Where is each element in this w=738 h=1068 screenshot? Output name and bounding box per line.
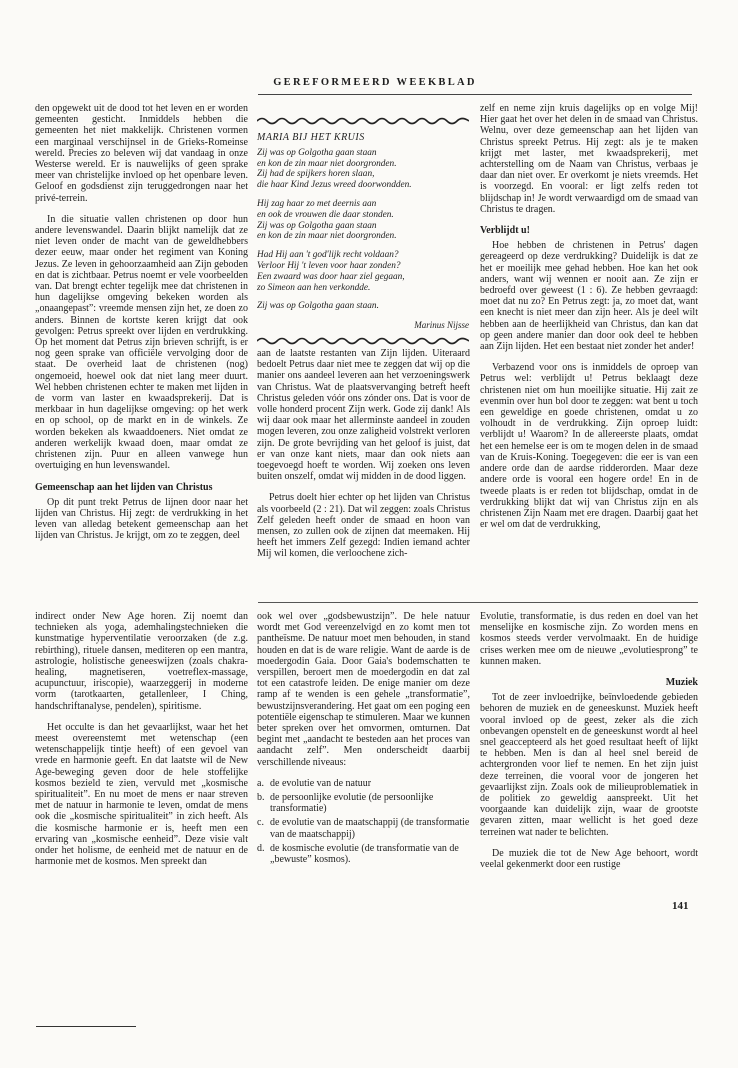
running-header: GEREFORMEERD WEEKBLAD bbox=[273, 77, 477, 88]
poem-line: Zij was op Golgotha gaan staan. bbox=[257, 301, 379, 312]
list-item: d. de kosmische evolutie (de transformatie van de „bewuste” kosmos). bbox=[257, 842, 459, 866]
lower3-heading: Muziek bbox=[665, 677, 698, 689]
poem-line: Zij was op Golgotha gaan staan bbox=[257, 220, 377, 231]
col1-paragraph-3: Op dit punt trekt Petrus de lijnen door naar het lijden van Christus. Hij zegt: de verdrukking in het leven van alledag betekent gemeenschap aan het lijden van Christus. Je krijgt, om zo te zeggen, deel bbox=[35, 496, 248, 542]
column-2 bbox=[257, 348, 470, 570]
page-number: 141 bbox=[672, 900, 689, 912]
column-3 bbox=[480, 103, 698, 540]
poem-stanza-1 bbox=[257, 148, 469, 191]
col1-heading: Gemeenschap aan het lijden van Christus bbox=[35, 481, 213, 493]
column-1 bbox=[35, 103, 248, 552]
poem-line: Een zwaard was door haar ziel gegaan, bbox=[257, 271, 405, 282]
lower-column-3 bbox=[480, 611, 698, 880]
poem-line: en kon de zin maar niet doorgronden. bbox=[257, 231, 397, 242]
poem-line: Hij zag haar zo met deernis aan bbox=[257, 198, 377, 209]
wave-divider-bottom bbox=[257, 335, 469, 347]
list-item: a. de evolutie van de natuur bbox=[257, 777, 372, 789]
lower1-paragraph-1: indirect onder New Age horen. Zij noemt dan technieken als yoga, ademhalingstechnieken die kunstmatige hyperventilatie veroorzaken (de z.g. rebirthing), rituele dansen, mediteren op een mantra, astrologie, holistische geneeswijzen (zoals chakra-healing, magnetiseren, voetreflex-massage, acupunctuur, iriscopie), waarzeggerij in moderne vorm (tarotkaarten, getallenleer, I Ching, handschriftanalyse, pendelen), spiritisme. bbox=[35, 611, 248, 712]
poem-author: Marinus Nijsse bbox=[414, 320, 469, 331]
lower1-paragraph-2: Het occulte is dan het gevaarlijkst, waar het het meest overeenstemt met wetenschap (een wetenschappelijk tintje heeft) of een gevoel van vrede en harmonie geeft. En dat laatste wil de New Age-beweging geven door de hele stoffelijke kosmos bezield te zien, vervuld met „kosmische spiritualiteit”. En nu moet de mens er naar streven met de natuur in harmonie te leven, omdat de mens ook die „kosmische spiritualiteit” in zich heeft. Als die kosmische harmonie er is, heeft men een ervaring van „kosmische eenheid”. Deze visie valt onder het holisme, de eenheid met de natuur en de harmonie met de kosmos. Men spreekt dan bbox=[35, 721, 248, 868]
col3-paragraph-2: Hoe hebben de christenen in Petrus' dagen gereageerd op deze verdrukking? Duidelijk is dat ze het er moeilijk mee gehad hebben. Hoe kan het ook anders, want wij wennen er nooit aan. Ze zijn er bedroefd over geweest (1 : 6). Ze hebben gevraagd: moet dat nu zo? En Petrus zegt: ja, zo moet dat, want een knecht is niet meer dan zijn heer. Als je deel wilt hebben aan de heerlijkheid van Christus, dan kan dat op geen andere manier dan door ook deel te hebben aan Zijn lijden. Het een bestaat niet zonder het ander! bbox=[480, 240, 698, 353]
col3-paragraph-3: Verbazend voor ons is inmiddels de oproep van Petrus wel: verblijdt u! Petrus beklaagt deze christenen niet om hun moeilijke situatie. Hij zait ze evenmin over hun bol door te zeggen: wat bent u toch een geweldige en goede christenen, omdat u zo volhoudt in de verdrukking. Zijn oproep luidt: verblijdt u! Waarom? In de allereerste plaats, omdat het een hemelse eer is om te mogen delen in de smaad van de Kruis-Koning. Toegegeven: die eer is van een andere orde dan de aardse ridderorden. Maar deze andere orde is vooral een hogere orde! En in de tweede plaats is er reden tot blijdschap, omdat in de verdrukking blijkt dat wij van Christus zijn en als christenen Zijn Naam met ere dragen. Daarbij gaat het er wel om dat de verdrukking, bbox=[480, 362, 698, 531]
lower3-paragraph-1: Evolutie, transformatie, is dus reden en doel van het menselijke en kosmische zijn. Zo worden mens en kosmos steeds verder vervolmaakt. En de huidige crises werken mee om de nieuwe „evolutiesprong” te kunnen maken. bbox=[480, 611, 698, 667]
poem-line: en ook de vrouwen die daar stonden. bbox=[257, 209, 394, 220]
poem-line: die haar Kind Jezus wreed doorwondden. bbox=[257, 180, 412, 191]
lower3-paragraph-3: De muziek die tot de New Age behoort, wordt veelal gekenmerkt door een rustige bbox=[480, 847, 698, 871]
col3-paragraph-1: zelf en neme zijn kruis dagelijks op en volge Mij! Hier gaat het over het delen in de smaad van Christus. Welnu, over deze gemeenschap aan het lijden van Christus spreekt Petrus. Hij zegt: als je te maken krijgt met laster, met kwaadsprekerij, met achterstelling om de Naam van Christus, verbaas je daar dan niet over. Er overkomt je niets vreemds. Het is voorzegd. En vooral: er ligt zelfs reden tot blijdschap in! Je wordt verwaardigd om de smaad van Christus te dragen. bbox=[480, 103, 698, 215]
list-item: b. de persoonlijke evolutie (de persoonlijke transformatie) bbox=[257, 792, 434, 815]
col1-paragraph-1: den opgewekt uit de dood tot het leven en er worden gemeenten gesticht. Inmiddels hebben die gemeenten het niet makkelijk. Christenen vormen een marginaal verschijnsel in de Grieks-Romeinse wereld. Precies zo beleven wij dat vandaag in onze Westerse wereld. Er is nauwelijks of geen sprake meer van christelijke invloed op het openbare leven. Geloof en godsdienst zijn teruggedrongen naar het privé-terrein. bbox=[35, 103, 248, 204]
lower3-paragraph-2: Tot de zeer invloedrijke, beïnvloedende gebieden behoren de muziek en de geneeskunst. Muziek heeft vooral invloed op de geest, zeker als die zich onbevangen openstelt en de geneeskunst wordt al heel snel geaccepteerd als het goed resultaat heeft of lijkt te hebben. Men is dan al heel snel bereid de achtergronden voor lief te nemen. En het zijn juist deze terreinen, die vooral voor de jongeren het gevaarlijkst zijn. Zoals ook de milieuproblematiek in de politiek zo geweldig aanspreekt. Uit het voorgaande kan duidelijk zijn, waar de grootste gevaren zitten, maar wellicht is het goed deze terreinen wat nader te belichten. bbox=[480, 692, 698, 838]
poem-line: Zij was op Golgotha gaan staan bbox=[257, 147, 377, 158]
col2-paragraph-1: aan de laatste restanten van Zijn lijden. Uiteraard bedoelt Petrus daar niet mee te zeggen dat wij op die manier ons aandeel leveren aan het verzoeningswerk van Christus. Wat de plaatsvervanging betreft heeft Christus geleden vóór ons zónder ons. Dat is voor de volle honderd procent Zijn werk. Gode zij dank! Als wij daar ook maar het allerminste aandeel in zouden mogen leveren, zou onze zaligheid volstrekt verloren zijn. De grote bevrijding van het geloof is juist, dat er van onze kant niets, maar dan ook niets aan toegevoegd hoeft te worden. Wij zoeken ons leven buiten onszelf, omdat wij midden in de dood liggen. bbox=[257, 348, 470, 483]
poem-line: Verloor Hij 't leven voor haar zonden? bbox=[257, 260, 401, 271]
bottom-rule bbox=[36, 1026, 136, 1027]
poem-line: zo Simeon aan hen verkondde. bbox=[257, 282, 371, 293]
poem-line: Zij had de spijkers horen slaan, bbox=[257, 169, 375, 180]
poem-box bbox=[257, 115, 469, 347]
poem-line: Had Hij aan 't god'lijk recht voldaan? bbox=[257, 250, 399, 261]
header-rule bbox=[258, 94, 692, 95]
col1-paragraph-2: In die situatie vallen christenen op door hun andere levenswandel. Daarin blijkt namelijk dat ze niet leven onder de macht van de geweldhebbers dezer eeuw, maar onder het regiment van Koning Jezus. Ze leven in gehoorzaamheid aan Zijn geboden en dat is zichtbaar. Petrus noemt er vele voorbeelden van. Dat brengt echter tegelijk mee dat christenen in hun dagelijkse omgeving bekeken worden als „onaangepast”: vreemde mensen zijn het, ze doen zo anders. Binnen de kortste keren krijgt dat ook gevolgen: Petrus spreekt over lijden en verdrukking. Op het moment dat Petrus zijn brieven schrijft, is er nog geen sprake van officiële vervolging door de staat. De overheid laat de christenen (nog) ongemoeid, hoewel ook dat niet lang meer duurt. Wel hebben christenen echter te maken met lijden in de vorm van laster en kwaadsprekerij. Dat is merkbaar in hun dagelijkse omgeving: op het werk en op school, op de markt en in de winkels. Ze worden bekeken als kwaaddoeners. Niet omdat ze anderen werkelijk kwaad doen, maar omdat ze christenen zijn. Puur en alleen vanwege hun overtuiging en hun levenswandel. bbox=[35, 213, 248, 472]
poem-title: MARIA BIJ HET KRUIS bbox=[257, 132, 365, 143]
wave-divider-top bbox=[257, 115, 469, 127]
col3-heading: Verblijdt u! bbox=[480, 225, 530, 237]
poem-stanza-4 bbox=[257, 301, 469, 312]
lower2-paragraph-1: ook wel over „godsbewustzijn”. De hele natuur wordt met God vereenzelvigd en zo komt men tot pantheïsme. De natuur moet men behouden, in stand houden en dat is de ware religie. Want de aarde is de moedergodin Gaia. Door Gaia's bodemschatten te verspillen, beroert men de moedergodin en dat zal tot een catastrofe leiden. De enige manier om deze ramp af te wenden is een gehele „transformatie”, bewustzijnsverandering. Het gaat om een poging een potentiële eigenschap te stimuleren. Maar we kunnen beter spreken over het omvormen, omturnen. Dat begint met „aandacht te besteden aan het proces van aandacht zelf”. Men onderscheidt daarbij verschillende niveaus: bbox=[257, 611, 470, 768]
poem-stanza-3 bbox=[257, 250, 469, 293]
poem-stanza-2 bbox=[257, 199, 469, 242]
poem-line: en kon de zin maar niet doorgronden. bbox=[257, 158, 397, 169]
list-item: c. de evolutie van de maatschappij (de transformatie van de maatschappij) bbox=[257, 817, 470, 840]
col2-paragraph-2: Petrus doelt hier echter op het lijden van Christus als voorbeeld (2 : 21). Dat wil zeggen: zoals Christus Zelf geleden heeft onder de smaad en hoon van mensen, zo zullen ook de zijnen dat meemaken. Hij heeft het immers Zelf gezegd: Indien iemand achter Mij wil komen, die verloochene zich- bbox=[257, 492, 470, 560]
evolution-levels-list bbox=[257, 778, 470, 865]
lower-column-1 bbox=[35, 611, 248, 877]
section-divider bbox=[258, 602, 698, 603]
lower-column-2 bbox=[257, 611, 470, 868]
